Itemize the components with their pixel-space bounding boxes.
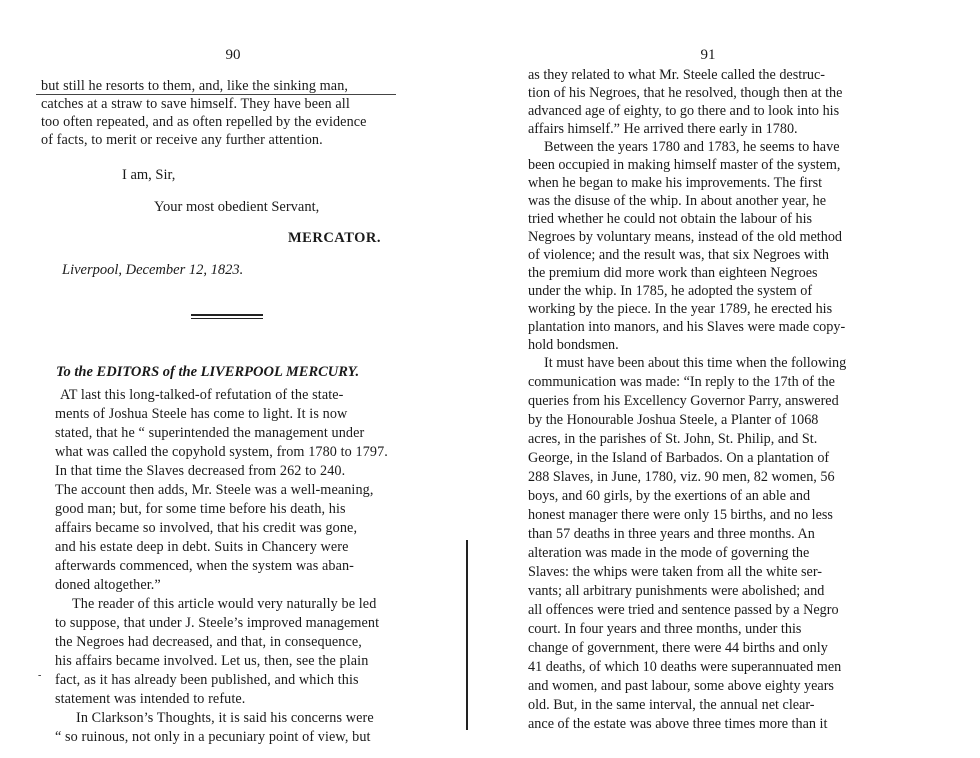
text-line: fact, as it has already been published, and which this — [55, 672, 359, 688]
text-line: and women, and past labour, some above eighty years — [528, 678, 834, 694]
text-line: doned altogether.” — [55, 577, 161, 593]
text-line: catches at a straw to save himself. They have been all — [41, 96, 350, 112]
gutter-line — [466, 540, 468, 730]
text-line: of violence; and the result was, that six Negroes with — [528, 247, 830, 263]
text-line: alteration was made in the mode of governing the — [528, 545, 810, 561]
text-line: change of government, there were 44 births and only — [528, 640, 828, 656]
text-line: plantation into manors, and his Slaves were made copy- — [528, 319, 846, 335]
text-line: under the whip. In 1785, he adopted the system of — [528, 283, 813, 299]
text-line: court. In four years and three months, under this — [528, 621, 802, 637]
dateline: Liverpool, December 12, 1823. — [62, 262, 244, 278]
text-line: queries from his Excellency Governor Parry, answered — [528, 393, 839, 409]
text-line: stated, that he “ superintended the management under — [55, 425, 365, 441]
text-line: ments of Joshua Steele has come to light. It is now — [55, 406, 348, 422]
text-line: In that time the Slaves decreased from 262 to 240. — [55, 463, 346, 479]
text-line: Slaves: the whips were taken from all the white ser- — [528, 564, 823, 580]
margin-mark: - — [38, 670, 42, 681]
text-line: “ so ruinous, not only in a pecuniary point of view, but — [55, 729, 371, 745]
text-line: old. But, in the same interval, the annual net clear- — [528, 697, 815, 713]
text-line: statement was intended to refute. — [55, 691, 246, 707]
text-line: too often repeated, and as often repelled by the evidence — [41, 114, 367, 130]
strikethrough-mark — [36, 94, 396, 95]
text-line: by the Honourable Joshua Steele, a Planter of 1068 — [528, 412, 819, 428]
text-line: tion of his Negroes, that he resolved, though then at the — [528, 85, 843, 101]
text-line: hold bondsmen. — [528, 337, 619, 353]
text-line: Between the years 1780 and 1783, he seems to have — [544, 139, 840, 155]
text-line: In Clarkson’s Thoughts, it is said his concerns were — [76, 710, 374, 726]
text-line: advanced age of eighty, to go there and to look into his — [528, 103, 840, 119]
text-line: affairs became so involved, that his credit was gone, — [55, 520, 358, 536]
text-line: the Negroes had decreased, and that, in consequence, — [55, 634, 362, 650]
text-line: The reader of this article would very naturally be led — [72, 596, 377, 612]
right-page — [528, 0, 888, 758]
text-line: 288 Slaves, in June, 1780, viz. 90 men, 82 women, 56 — [528, 469, 835, 485]
text-line: acres, in the parishes of St. John, St. Philip, and St. — [528, 431, 818, 447]
text-line: George, in the Island of Barbados. On a plantation of — [528, 450, 830, 466]
text-line: ance of the estate was above three times more than it — [528, 716, 828, 732]
left-page — [36, 0, 434, 758]
text-line: the premium did more work than eighteen Negroes — [528, 265, 818, 281]
text-line: when he began to make his improvements. The first — [528, 175, 823, 191]
text-line: and his estate deep in debt. Suits in Chancery were — [55, 539, 349, 555]
section-divider — [191, 314, 263, 319]
text-line: working by the piece. In the year 1789, he erected his — [528, 301, 833, 317]
text-line: afterwards commenced, when the system was aban- — [55, 558, 354, 574]
text-line: vants; all arbitrary punishments were abolished; and — [528, 583, 825, 599]
text-line: communication was made: “In reply to the 17th of the — [528, 374, 835, 390]
text-line: tried whether he could not obtain the labour of his — [528, 211, 813, 227]
text-line: affairs himself.” He arrived there early in 1780. — [528, 121, 798, 137]
text-line: all offences were tried and sentence passed by a Negro — [528, 602, 839, 618]
text-line: been occupied in making himself master of the system, — [528, 157, 841, 173]
page-number: 90 — [225, 47, 241, 63]
text-line: but still he resorts to them, and, like the sinking man, — [41, 78, 349, 94]
closing: I am, Sir, — [122, 167, 176, 183]
valediction: Your most obedient Servant, — [154, 199, 320, 215]
page-number: 91 — [700, 47, 716, 63]
text-line: of facts, to merit or receive any further attention. — [41, 132, 323, 148]
text-line: AT last this long-talked-of refutation of the state- — [60, 387, 344, 403]
text-line: boys, and 60 girls, by the exertions of an able and — [528, 488, 811, 504]
text-line: what was called the copyhold system, from 1780 to 1797. — [55, 444, 388, 460]
signature: MERCATOR. — [288, 230, 381, 246]
text-line: to suppose, that under J. Steele’s improved management — [55, 615, 380, 631]
text-line: 41 deaths, of which 10 deaths were superannuated men — [528, 659, 842, 675]
text-line: as they related to what Mr. Steele called the destruc- — [528, 67, 826, 83]
text-line: than 57 deaths in three years and three months. An — [528, 526, 815, 542]
letter-heading: To the EDITORS of the LIVERPOOL MERCURY. — [56, 364, 360, 380]
text-line: his affairs became involved. Let us, then, see the plain — [55, 653, 369, 669]
text-line: Negroes by voluntary means, instead of the old method — [528, 229, 843, 245]
text-line: The account then adds, Mr. Steele was a well-meaning, — [55, 482, 374, 498]
text-line: honest manager there were only 15 births, and no less — [528, 507, 833, 523]
text-line: good man; but, for some time before his death, his — [55, 501, 346, 517]
text-line: was the disuse of the whip. In about another year, he — [528, 193, 827, 209]
text-line: It must have been about this time when the following — [544, 355, 847, 371]
